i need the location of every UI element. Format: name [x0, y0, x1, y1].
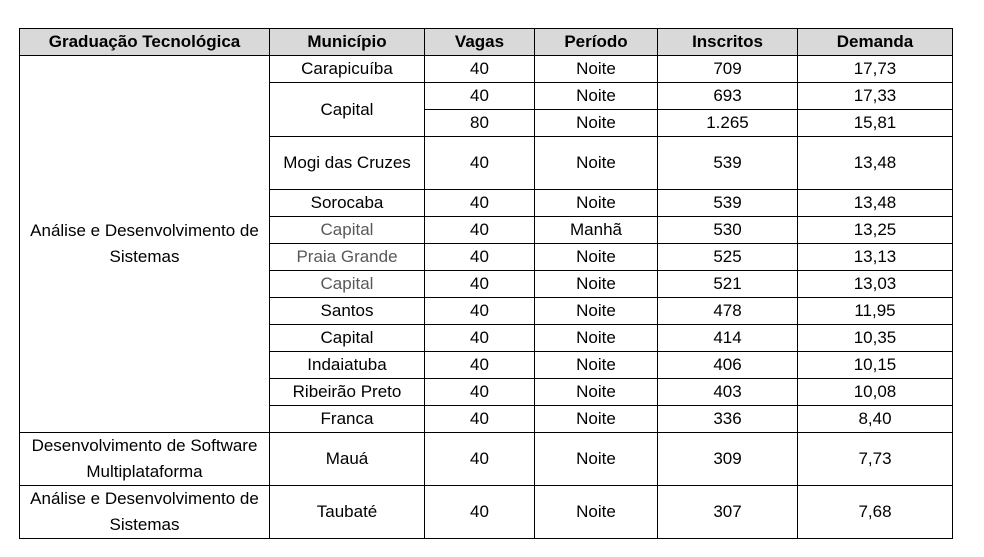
vagas-cell: 40	[425, 486, 535, 539]
inscritos-cell: 403	[658, 379, 798, 406]
demanda-cell: 7,68	[798, 486, 953, 539]
vagas-cell: 40	[425, 244, 535, 271]
city-cell: Mogi das Cruzes	[270, 137, 425, 190]
periodo-cell: Noite	[535, 406, 658, 433]
demanda-cell: 13,03	[798, 271, 953, 298]
periodo-cell: Noite	[535, 433, 658, 486]
city-cell: Taubaté	[270, 486, 425, 539]
course-cell: Análise e Desenvolvimento de Sistemas	[20, 56, 270, 433]
vagas-cell: 40	[425, 298, 535, 325]
city-cell: Indaiatuba	[270, 352, 425, 379]
demanda-cell: 13,48	[798, 137, 953, 190]
inscritos-cell: 414	[658, 325, 798, 352]
demanda-cell: 15,81	[798, 110, 953, 137]
periodo-cell: Noite	[535, 325, 658, 352]
periodo-cell: Noite	[535, 298, 658, 325]
header-demand: Demanda	[798, 29, 953, 56]
demanda-cell: 13,25	[798, 217, 953, 244]
vagas-cell: 80	[425, 110, 535, 137]
city-cell: Mauá	[270, 433, 425, 486]
demanda-cell: 13,48	[798, 190, 953, 217]
demanda-cell: 8,40	[798, 406, 953, 433]
demand-table	[19, 28, 953, 539]
header-course: Graduação Tecnológica	[20, 29, 270, 56]
header-row	[20, 29, 953, 56]
demanda-cell: 11,95	[798, 298, 953, 325]
periodo-cell: Noite	[535, 244, 658, 271]
periodo-cell: Noite	[535, 190, 658, 217]
table-body	[20, 56, 953, 539]
demanda-cell: 10,15	[798, 352, 953, 379]
inscritos-cell: 1.265	[658, 110, 798, 137]
periodo-cell: Noite	[535, 83, 658, 110]
city-cell: Capital	[270, 271, 425, 298]
city-cell: Sorocaba	[270, 190, 425, 217]
inscritos-cell: 406	[658, 352, 798, 379]
demanda-cell: 7,73	[798, 433, 953, 486]
vagas-cell: 40	[425, 433, 535, 486]
vagas-cell: 40	[425, 137, 535, 190]
vagas-cell: 40	[425, 83, 535, 110]
demanda-cell: 13,13	[798, 244, 953, 271]
vagas-cell: 40	[425, 325, 535, 352]
inscritos-cell: 539	[658, 190, 798, 217]
vagas-cell: 40	[425, 352, 535, 379]
periodo-cell: Noite	[535, 379, 658, 406]
table-row	[20, 56, 953, 83]
city-cell: Capital	[270, 217, 425, 244]
periodo-cell: Noite	[535, 110, 658, 137]
header-enrolled: Inscritos	[658, 29, 798, 56]
inscritos-cell: 530	[658, 217, 798, 244]
course-cell: Desenvolvimento de Software Multiplataforma	[20, 433, 270, 486]
inscritos-cell: 478	[658, 298, 798, 325]
demanda-cell: 10,35	[798, 325, 953, 352]
header-seats: Vagas	[425, 29, 535, 56]
inscritos-cell: 525	[658, 244, 798, 271]
city-cell: Capital	[270, 325, 425, 352]
periodo-cell: Noite	[535, 352, 658, 379]
vagas-cell: 40	[425, 217, 535, 244]
city-cell: Santos	[270, 298, 425, 325]
vagas-cell: 40	[425, 190, 535, 217]
demanda-cell: 17,33	[798, 83, 953, 110]
vagas-cell: 40	[425, 406, 535, 433]
demanda-cell: 10,08	[798, 379, 953, 406]
city-cell: Franca	[270, 406, 425, 433]
inscritos-cell: 336	[658, 406, 798, 433]
header-period: Período	[535, 29, 658, 56]
inscritos-cell: 709	[658, 56, 798, 83]
vagas-cell: 40	[425, 56, 535, 83]
inscritos-cell: 693	[658, 83, 798, 110]
header-city: Município	[270, 29, 425, 56]
periodo-cell: Noite	[535, 56, 658, 83]
periodo-cell: Noite	[535, 486, 658, 539]
periodo-cell: Noite	[535, 137, 658, 190]
vagas-cell: 40	[425, 379, 535, 406]
inscritos-cell: 521	[658, 271, 798, 298]
city-cell: Capital	[270, 83, 425, 137]
demanda-cell: 17,73	[798, 56, 953, 83]
periodo-cell: Manhã	[535, 217, 658, 244]
inscritos-cell: 309	[658, 433, 798, 486]
city-cell: Carapicuíba	[270, 56, 425, 83]
city-cell: Ribeirão Preto	[270, 379, 425, 406]
table-row	[20, 486, 953, 539]
city-cell: Praia Grande	[270, 244, 425, 271]
inscritos-cell: 307	[658, 486, 798, 539]
course-cell: Análise e Desenvolvimento de Sistemas	[20, 486, 270, 539]
periodo-cell: Noite	[535, 271, 658, 298]
vagas-cell: 40	[425, 271, 535, 298]
table-row	[20, 433, 953, 486]
inscritos-cell: 539	[658, 137, 798, 190]
